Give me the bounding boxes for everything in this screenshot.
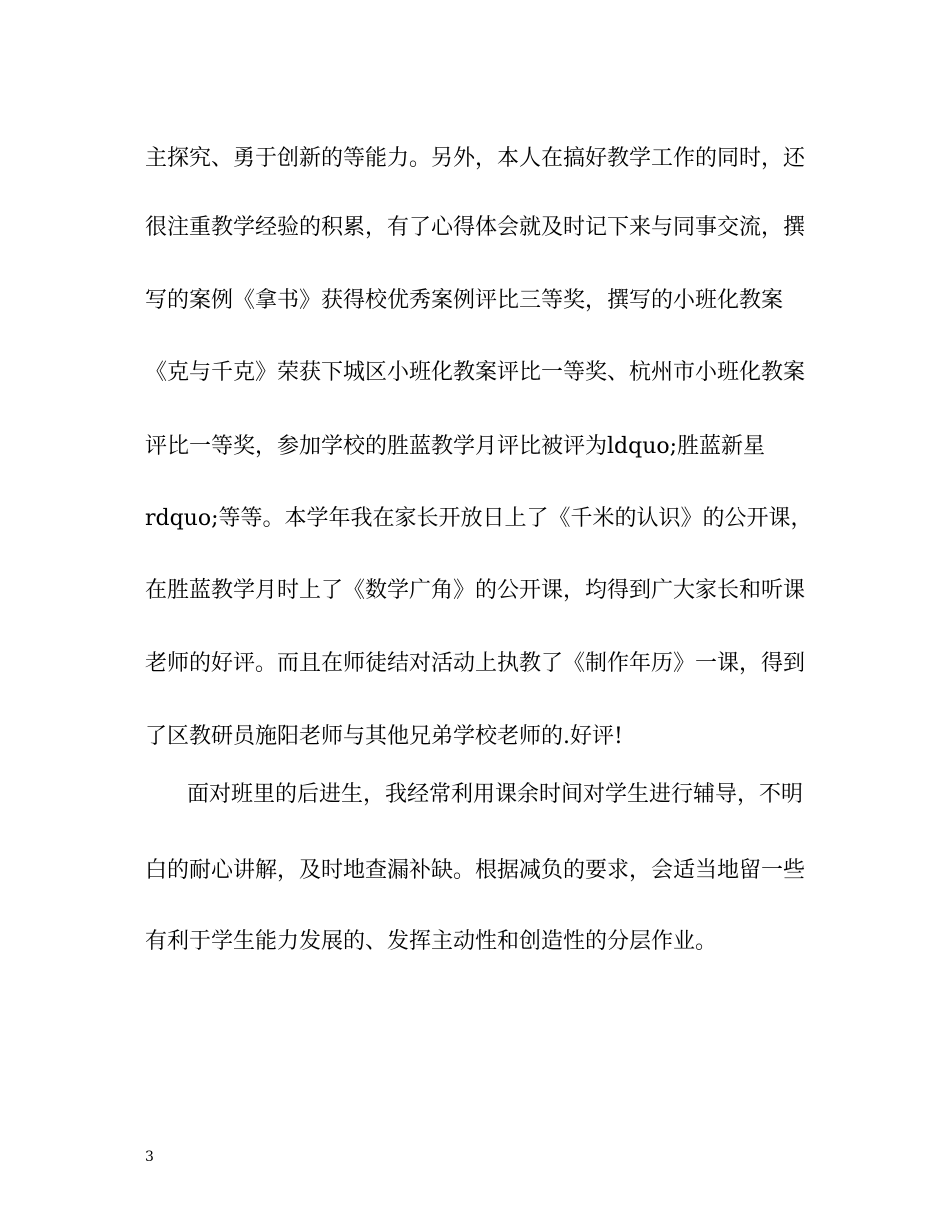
text-line: 白的耐心讲解，及时地查漏补缺。根据减负的要求，会适当地留一些	[145, 858, 806, 883]
text-line: 了区教研员施阳老师与其他兄弟学校老师的.好评!	[145, 724, 623, 749]
text-line: 写的案例《拿书》获得校优秀案例评比三等奖，撰写的小班化教案	[145, 288, 784, 313]
text-line: 老师的好评。而且在师徒结对活动上执教了《制作年历》一课，得到	[145, 651, 806, 676]
text-line: rdquo;等等。本学年我在家长开放日上了《千米的认识》的公开课，	[145, 506, 813, 531]
text-line: 《克与千克》荣获下城区小班化教案评比一等奖、杭州市小班化教案	[145, 360, 806, 385]
page-number: 3	[145, 1149, 154, 1165]
text-line: 很注重教学经验的积累，有了心得体会就及时记下来与同事交流，撰	[145, 215, 806, 240]
text-line: 主探究、勇于创新的等能力。另外，本人在搞好教学工作的同时，还	[145, 146, 806, 171]
text-line: 评比一等奖，参加学校的胜蓝教学月评比被评为ldquo;胜蓝新星	[145, 434, 766, 459]
text-line: 有利于学生能力发展的、发挥主动性和创造性的分层作业。	[145, 929, 718, 954]
text-line: 在胜蓝教学月时上了《数学广角》的公开课，均得到广大家长和听课	[145, 578, 806, 603]
text-line: 面对班里的后进生，我经常利用课余时间对学生进行辅导，不明	[187, 782, 804, 807]
